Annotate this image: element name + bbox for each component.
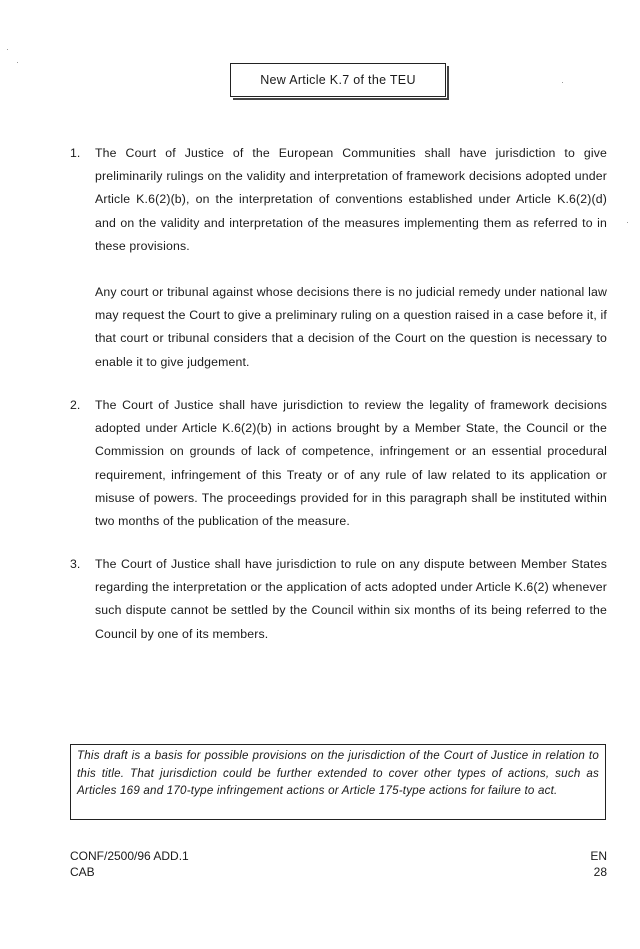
draft-note-text: This draft is a basis for possible provisions on the jurisdiction of the Court of Justice in relation to this title. That jurisdiction could be further extended to cover other types of actions, such as Articles 169 and 170-type infringement actions or Article 175-type actions for failure to act. [77, 749, 599, 798]
section-1-paragraph-2: Any court or tribunal against whose decisions there is no judicial remedy under national law may request the Court to give a preliminary ruling on a question raised in a case before it, if that court or tribunal considers that a decision of the Court on the question is necessary to enable it to give judgement. [95, 285, 607, 369]
footer-doc-ref: CONF/2500/96 ADD.1 [70, 849, 189, 863]
section-2-number: 2. [70, 398, 81, 412]
footer-sub-ref: CAB [70, 865, 95, 879]
draft-note-box [70, 744, 606, 820]
page-title-text: New Article K.7 of the TEU [260, 73, 416, 87]
section-1-paragraph-1: The Court of Justice of the European Communities shall have jurisdiction to give preliminarily rulings on the validity and interpretation of framework decisions adopted under Article K.6(2)(b), on the interpretation of conventions established under Article K.6(2)(d) and on the validity and interpretation of the measures implementing them as referred to in these provisions. [95, 146, 607, 253]
page-title [230, 63, 446, 97]
footer-page-number: 28 [593, 865, 607, 879]
footer-language: EN [590, 849, 607, 863]
section-2-paragraph-1: The Court of Justice shall have jurisdiction to review the legality of framework decisions adopted under Article K.6(2)(b) in actions brought by a Member State, the Council or the Commission on grounds of lack of competence, infringement or an essential procedural requirement, infringement of this Treaty or of any rule of law related to its application or misuse of powers. The proceedings provided for in this paragraph shall be instituted within two months of the publication of the measure. [95, 398, 607, 529]
footer-doc-reference [70, 848, 189, 880]
section-1-number: 1. [70, 146, 81, 160]
section-3-paragraph-1: The Court of Justice shall have jurisdiction to rule on any dispute between Member States regarding the interpretation or the application of acts adopted under Article K.6(2) whenever such dispute cannot be settled by the Council within six months of its being referred to the Council by one of its members. [95, 557, 607, 641]
section-3-number: 3. [70, 557, 81, 571]
footer-page-info [590, 848, 607, 880]
